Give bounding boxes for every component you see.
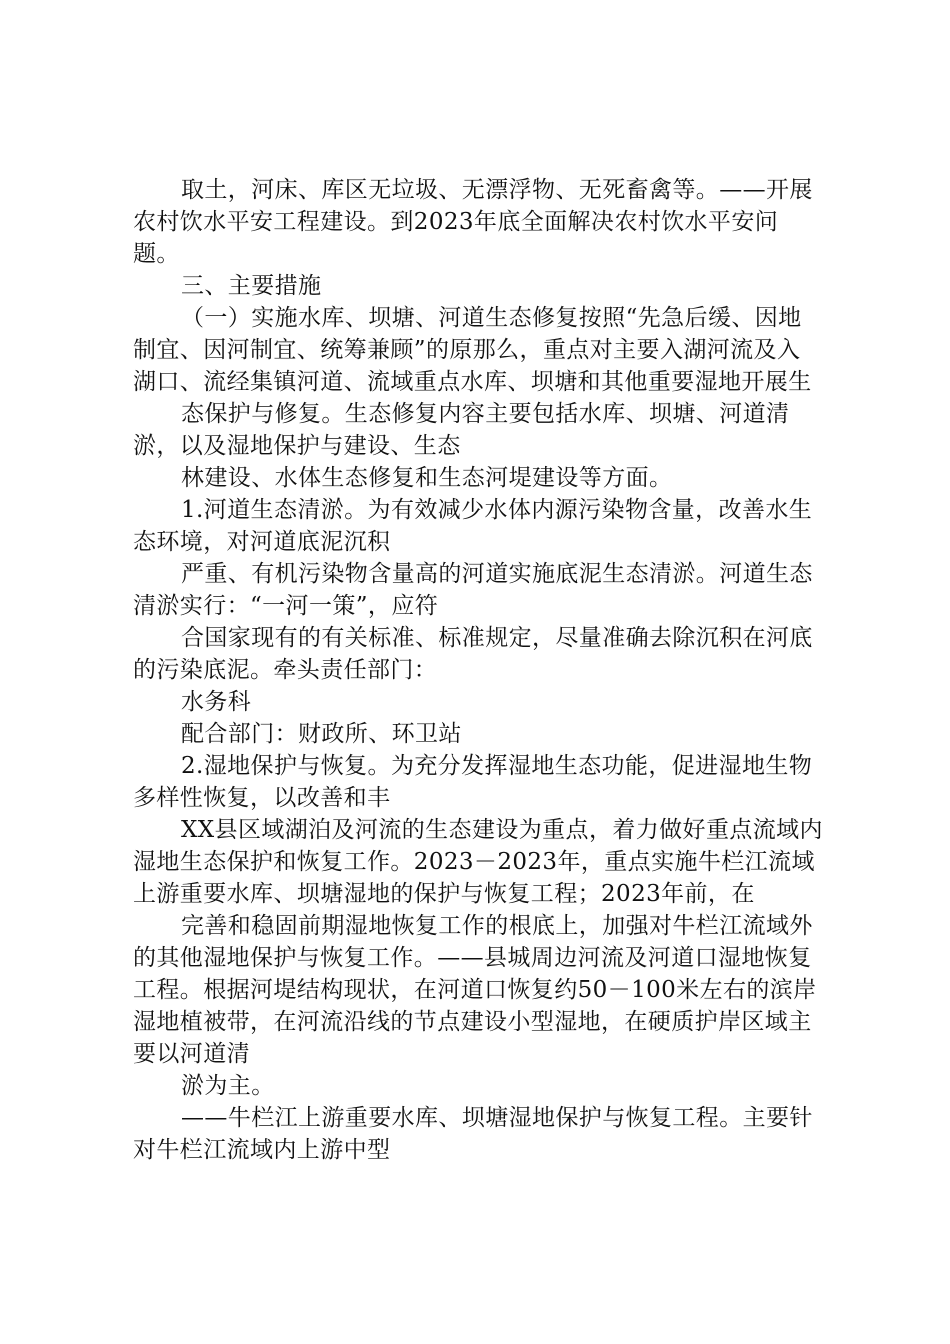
paragraph: 林建设、水体生态修复和生态河堤建设等方面。 bbox=[181, 465, 673, 491]
paragraph: 2.湿地保护与恢复。为充分发挥湿地生态功能，促进湿地生物多样性恢复，以改善和丰 bbox=[133, 753, 813, 811]
paragraph: 态保护与修复。生态修复内容主要包括水库、坝塘、河道清淤，以及湿地保护与建设、生态 bbox=[133, 401, 790, 459]
paragraph: 严重、有机污染物含量高的河道实施底泥生态清淤。河道生态清淤实行：“一河一策”，应符 bbox=[133, 561, 813, 619]
section-heading: 三、主要措施 bbox=[181, 273, 322, 299]
paragraph: XX县区域湖泊及河流的生态建设为重点，着力做好重点流域内湿地生态保护和恢复工作。2023－2023年，重点实施牛栏江流域上游重要水库、坝塘湿地的保护与恢复工程；2023年前，在 bbox=[133, 817, 823, 907]
paragraph: ——牛栏江上游重要水库、坝塘湿地保护与恢复工程。主要针对牛栏江流域内上游中型 bbox=[133, 1105, 813, 1163]
paragraph: （一）实施水库、坝塘、河道生态修复按照“先急后缓、因地制宜、因河制宜、统筹兼顾”的原那么，重点对主要入湖河流及入湖口、流经集镇河道、流域重点水库、坝塘和其他重要湿地开展生 bbox=[133, 305, 812, 395]
paragraph: 取土，河床、库区无垃圾、无漂浮物、无死畜禽等。——开展农村饮水平安工程建设。到2023年底全面解决农村饮水平安问题。 bbox=[133, 177, 813, 267]
paragraph: 1.河道生态清淤。为有效减少水体内源污染物含量，改善水生态环境，对河道底泥沉积 bbox=[133, 497, 813, 555]
paragraph: 合国家现有的有关标准、标准规定，尽量准确去除沉积在河底的污染底泥。牵头责任部门： bbox=[133, 625, 813, 683]
paragraph: 配合部门：财政所、环卫站 bbox=[181, 721, 462, 747]
document-body bbox=[133, 174, 823, 1166]
paragraph: 水务科 bbox=[181, 689, 252, 715]
paragraph: 完善和稳固前期湿地恢复工作的根底上，加强对牛栏江流域外的其他湿地保护与恢复工作。——县城周边河流及河道口湿地恢复工程。根据河堤结构现状，在河道口恢复约50－100米左右的滨岸湿地植被带，在河流沿线的节点建设小型湿地，在硬质护岸区域主要以河道清 bbox=[133, 913, 817, 1067]
paragraph: 淤为主。 bbox=[181, 1073, 275, 1099]
